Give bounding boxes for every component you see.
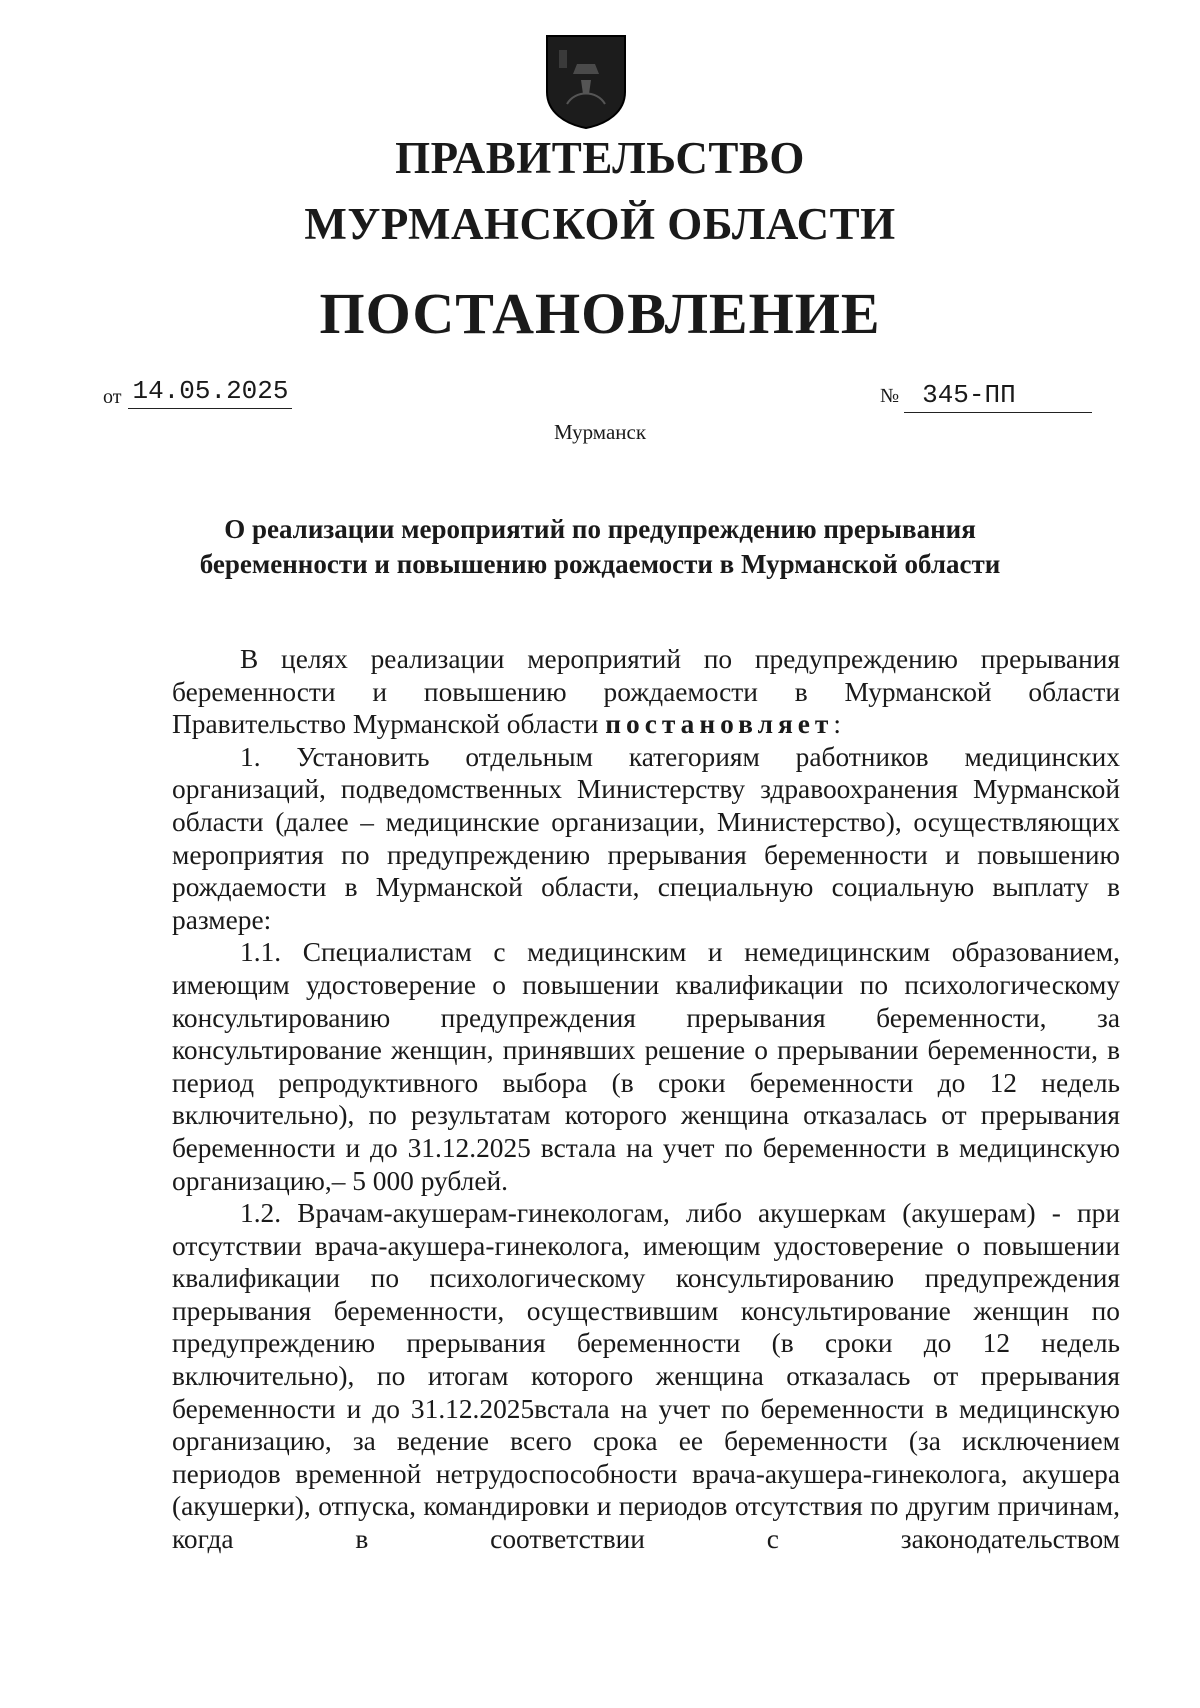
- document-number: 345-ПП: [904, 380, 1092, 413]
- coat-of-arms-emblem: [545, 34, 627, 130]
- paragraph-1-2: 1.2. Врачам-акушерам-гинекологам, либо акушеркам (акушерам) - при отсутствии врача-акушера-гинеколога, имеющим удостоверение о повышении квалификации по психологическому консультированию предупреждения прерывания беременности, осуществившим консультирование женщин по предупреждению прерывания беременности (в сроки до 12 недель включительно), по итогам которого женщина отказалась от прерывания беременности и до 31.12.2025встала на учет по беременности в медицинскую организацию, за ведение всего срока ее беременности (за исключением периодов временной нетрудоспособности врача-акушера-гинеколога, акушера (акушерки), отпуска, командировки и периодов отсутствия по другим причинам, когда в соответствии с законодательством: [172, 1198, 1120, 1555]
- number-prefix: №: [880, 385, 900, 407]
- document-title: [170, 512, 1030, 582]
- city-name: Мурманск: [553, 420, 647, 444]
- paragraph-1: 1. Установить отдельным категориям работников медицинских организаций, подведомственных Министерству здравоохранения Мурманской области (далее – медицинские организации, Министерство), осуществляющих мероприятия по предупреждению прерывания беременности и повышению рождаемости в Мурманской области, специальную социальную выплату в размере:: [172, 741, 1120, 935]
- title-line-2: беременности и повышению рождаемости в Мурманской области: [199, 549, 1001, 579]
- organization-name-line-1: ПРАВИТЕЛЬСТВО: [395, 133, 805, 183]
- intro-verb: постановляет: [605, 709, 834, 740]
- intro-text: В целях реализации мероприятий по предупреждению прерывания беременности и повышению рождаемости в Мурманской области Правительство Мурманской области: [172, 644, 1120, 740]
- intro-end: :: [833, 709, 842, 740]
- number-block: [880, 380, 1092, 413]
- date-block: [103, 376, 292, 409]
- document-date: 14.05.2025: [128, 376, 292, 409]
- document-body: [172, 643, 1120, 1556]
- paragraph-1-1: 1.1. Специалистам с медицинским и немедицинским образованием, имеющим удостоверение о повышении квалификации по психологическому консультированию предупреждения прерывания беременности, за консультирование женщин, принявших решение о прерывании беременности, в период репродуктивного выбора (в сроки беременности до 12 недель включительно), по результатам которого женщина отказалась от прерывания беременности и до 31.12.2025 встала на учет по беременности в медицинскую организацию,– 5 000 рублей.: [172, 937, 1120, 1196]
- date-prefix: от: [103, 386, 122, 408]
- organization-name-line-2: МУРМАНСКОЙ ОБЛАСТИ: [304, 199, 896, 249]
- title-line-1: О реализации мероприятий по предупреждению прерывания: [224, 514, 976, 544]
- document-type: ПОСТАНОВЛЕНИЕ: [319, 281, 881, 346]
- intro-paragraph: [172, 643, 1120, 741]
